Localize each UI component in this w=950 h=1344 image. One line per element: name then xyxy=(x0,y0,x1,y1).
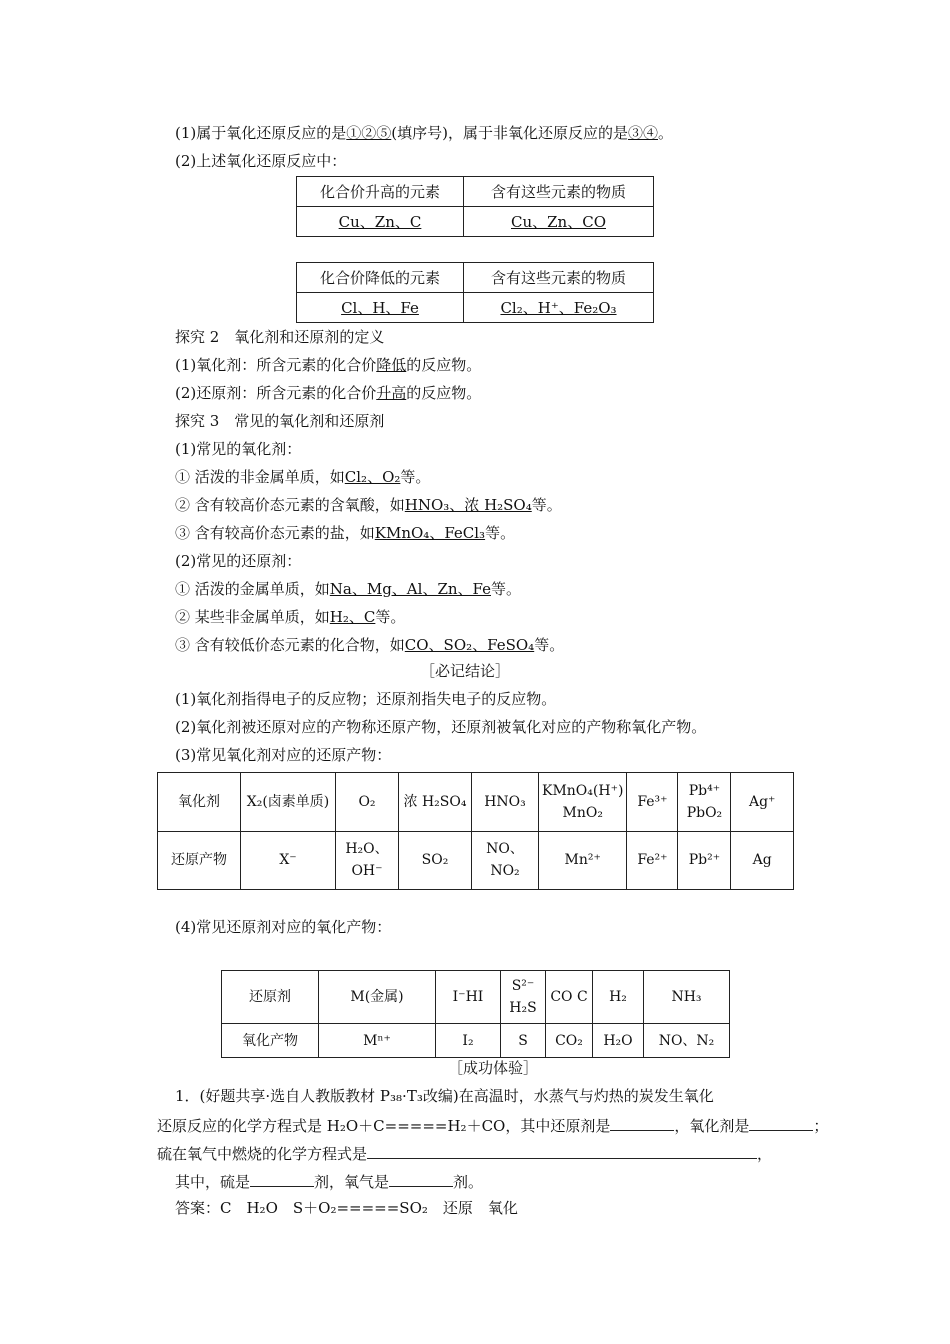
oxidant-item-2: ② 含有较高价态元素的含氧酸，如HNO₃、浓 H₂SO₄等。 xyxy=(175,496,562,514)
table-oxidant-products xyxy=(157,772,794,890)
table-cell: O₂ xyxy=(336,773,399,832)
table-cell: 氧化产物 xyxy=(222,1024,319,1058)
explore-2-title: 探究 2 氧化剂和还原剂的定义 xyxy=(175,328,385,346)
table-cell: Cu、Zn、C xyxy=(297,207,464,237)
reductant-item-3: ③ 含有较低价态元素的化合物，如CO、SO₂、FeSO₄等。 xyxy=(175,636,565,654)
conclusion-4: (4)常见还原剂对应的氧化产物： xyxy=(175,918,392,936)
exercise-1-answer: 答案：C H₂O S＋O₂=====SO₂ 还原 氧化 xyxy=(175,1199,518,1217)
question-2-line: (2)上述氧化还原反应中： xyxy=(175,152,347,170)
table-cell: Cu、Zn、CO xyxy=(464,207,654,237)
table-reductant-products xyxy=(221,970,730,1058)
exercise-1-line-3: 硫在氧气中燃烧的化学方程式是 ， xyxy=(157,1142,772,1164)
table-cell: NO、N₂ xyxy=(644,1024,730,1058)
answer-redox: ①②⑤ xyxy=(346,124,392,142)
common-reductants-title: (2)常见的还原剂： xyxy=(175,552,302,570)
table-cell: X₂(卤素单质) xyxy=(241,773,336,832)
table-cell: I₂ xyxy=(436,1024,501,1058)
table-cell: H₂ xyxy=(593,971,644,1024)
table-header: 化合价降低的元素 xyxy=(297,263,464,293)
table-cell: CO₂ xyxy=(546,1024,593,1058)
table-cell: Mn²⁺ xyxy=(539,831,627,890)
table-cell: Mⁿ⁺ xyxy=(319,1024,436,1058)
table-cell: 浓 H₂SO₄ xyxy=(399,773,472,832)
reductant-definition: (2)还原剂：所含元素的化合价升高的反应物。 xyxy=(175,384,482,402)
table-cell: H₂O xyxy=(593,1024,644,1058)
conclusion-title: ［必记结论］ xyxy=(420,662,511,680)
table-cell: Ag xyxy=(731,831,794,890)
exercise-1-line-1: 1．(好题共享·选自人教版教材 P₃₈·T₃改编)在高温时，水蒸气与灼热的炭发生氧化 xyxy=(175,1087,714,1105)
answer-blank[interactable] xyxy=(749,1114,813,1131)
conclusion-3: (3)常见氧化剂对应的还原产物： xyxy=(175,746,392,764)
explore-3-title: 探究 3 常见的氧化剂和还原剂 xyxy=(175,412,385,430)
oxidant-item-3: ③ 含有较高价态元素的盐，如KMnO₄、FeCl₃等。 xyxy=(175,524,516,542)
reductant-item-2: ② 某些非金属单质，如H₂、C等。 xyxy=(175,608,406,626)
table-cell: X⁻ xyxy=(241,831,336,890)
table-cell: S xyxy=(501,1024,546,1058)
table-cell: Pb⁴⁺ PbO₂ xyxy=(678,773,731,832)
table-cell: 氧化剂 xyxy=(158,773,241,832)
question-1-line: (1)属于氧化还原反应的是①②⑤(填序号)，属于非氧化还原反应的是③④。 xyxy=(175,124,674,142)
table-cell: 还原产物 xyxy=(158,831,241,890)
answer-blank[interactable] xyxy=(389,1170,453,1187)
table-cell: Fe³⁺ xyxy=(627,773,678,832)
reductant-item-1: ① 活泼的金属单质，如Na、Mg、Al、Zn、Fe等。 xyxy=(175,580,522,598)
table-header: 化合价升高的元素 xyxy=(297,177,464,207)
conclusion-2: (2)氧化剂被还原对应的产物称还原产物，还原剂被氧化对应的产物称氧化产物。 xyxy=(175,718,707,736)
answer-blank[interactable] xyxy=(367,1142,757,1159)
exercise-1-line-2: 还原反应的化学方程式是 H₂O＋C=====H₂＋CO，其中还原剂是 ，氧化剂是 ； xyxy=(157,1114,828,1136)
table-oxidized-elements xyxy=(296,176,654,237)
table-cell: KMnO₄(H⁺) MnO₂ xyxy=(539,773,627,832)
table-cell: S²⁻ H₂S xyxy=(501,971,546,1024)
table-cell: Fe²⁺ xyxy=(627,831,678,890)
table-cell: H₂O、OH⁻ xyxy=(336,831,399,890)
table-cell: 还原剂 xyxy=(222,971,319,1024)
table-reduced-elements xyxy=(296,262,654,323)
table-cell: NH₃ xyxy=(644,971,730,1024)
common-oxidants-title: (1)常见的氧化剂： xyxy=(175,440,302,458)
exercise-1-line-4: 其中，硫是 剂，氧气是 剂。 xyxy=(175,1170,483,1192)
table-cell: HNO₃ xyxy=(472,773,539,832)
table-cell: M(金属) xyxy=(319,971,436,1024)
table-cell: Cl₂、H⁺、Fe₂O₃ xyxy=(464,293,654,323)
table-header: 含有这些元素的物质 xyxy=(464,177,654,207)
table-cell: Cl、H、Fe xyxy=(297,293,464,323)
success-title: ［成功体验］ xyxy=(448,1059,539,1077)
table-header: 含有这些元素的物质 xyxy=(464,263,654,293)
table-cell: Ag⁺ xyxy=(731,773,794,832)
table-cell: I⁻HI xyxy=(436,971,501,1024)
answer-non-redox: ③④ xyxy=(627,124,658,142)
conclusion-1: (1)氧化剂指得电子的反应物；还原剂指失电子的反应物。 xyxy=(175,690,557,708)
table-cell: Pb²⁺ xyxy=(678,831,731,890)
oxidant-item-1: ① 活泼的非金属单质，如Cl₂、O₂等。 xyxy=(175,468,431,486)
oxidant-definition: (1)氧化剂：所含元素的化合价降低的反应物。 xyxy=(175,356,482,374)
answer-blank[interactable] xyxy=(610,1114,674,1131)
table-cell: SO₂ xyxy=(399,831,472,890)
table-cell: NO、NO₂ xyxy=(472,831,539,890)
answer-blank[interactable] xyxy=(250,1170,314,1187)
table-cell: CO C xyxy=(546,971,593,1024)
